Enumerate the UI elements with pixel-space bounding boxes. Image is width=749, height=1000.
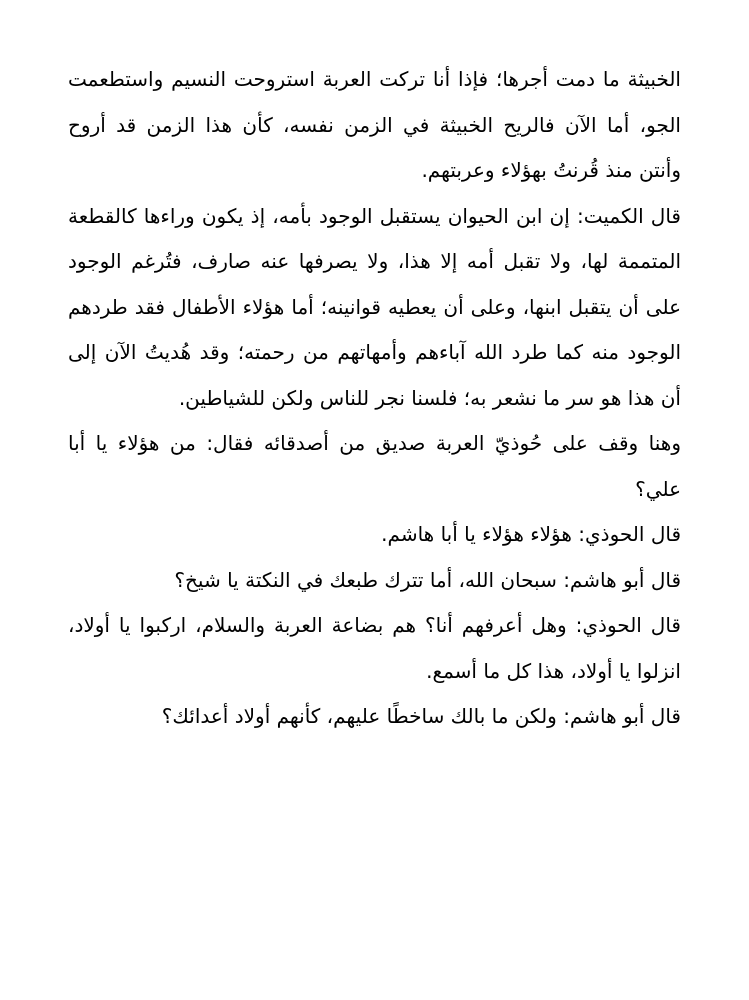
paragraph-continuation: الخبيثة ما دمت أجرها؛ فإذا أنا تركت العربة استروحت النسيم واستطعمت الجو، أما الآن فالريح الخبيثة في الزمن نفسه، كأن هذا الزمن قد أروح وأنتن منذ قُرنتُ بهؤلاء وعربتهم.: [68, 67, 681, 182]
paragraph-kumait-speech: قال الكميت: إن ابن الحيوان يستقبل الوجود بأمه، إذ يكون وراءها كالقطعة المتممة لها، ولا تقبل أمه إلا هذا، ولا يصرفها عنه صارف، فتُرغم الوجود على أن يتقبل ابنها، وعلى أن يعطيه قوانينه؛ أما هؤلاء الأطفال فقد طردهم الوجود منه كما طرد الله آباءهم وأمهاتهم من رحمته؛ وقد هُديتُ الآن إلى أن هذا هو سر ما نشعر به؛ فلسنا نجر للناس ولكن للشياطين.: [68, 203, 681, 410]
paragraph-friend-question: وهنا وقف على حُوذيّ العربة صديق من أصدقائه فقال: من هؤلاء يا أبا علي؟: [68, 431, 681, 501]
document-page: [68, 57, 681, 740]
paragraph-abu-hashim-1: قال أبو هاشم: سبحان الله، أما تترك طبعك في النكتة يا شيخ؟: [174, 567, 681, 592]
paragraph-coachman-reply-1: قال الحوذي: هؤلاء هؤلاء يا أبا هاشم.: [381, 522, 681, 546]
paragraph-coachman-reply-2: قال الحوذي: وهل أعرفهم أنا؟ هم بضاعة العربة والسلام، اركبوا يا أولاد، انزلوا يا أولاد، هذا كل ما أسمع.: [68, 613, 681, 683]
paragraph-abu-hashim-2: قال أبو هاشم: ولكن ما بالك ساخطًا عليهم، كأنهم أولاد أعدائك؟: [161, 704, 681, 728]
